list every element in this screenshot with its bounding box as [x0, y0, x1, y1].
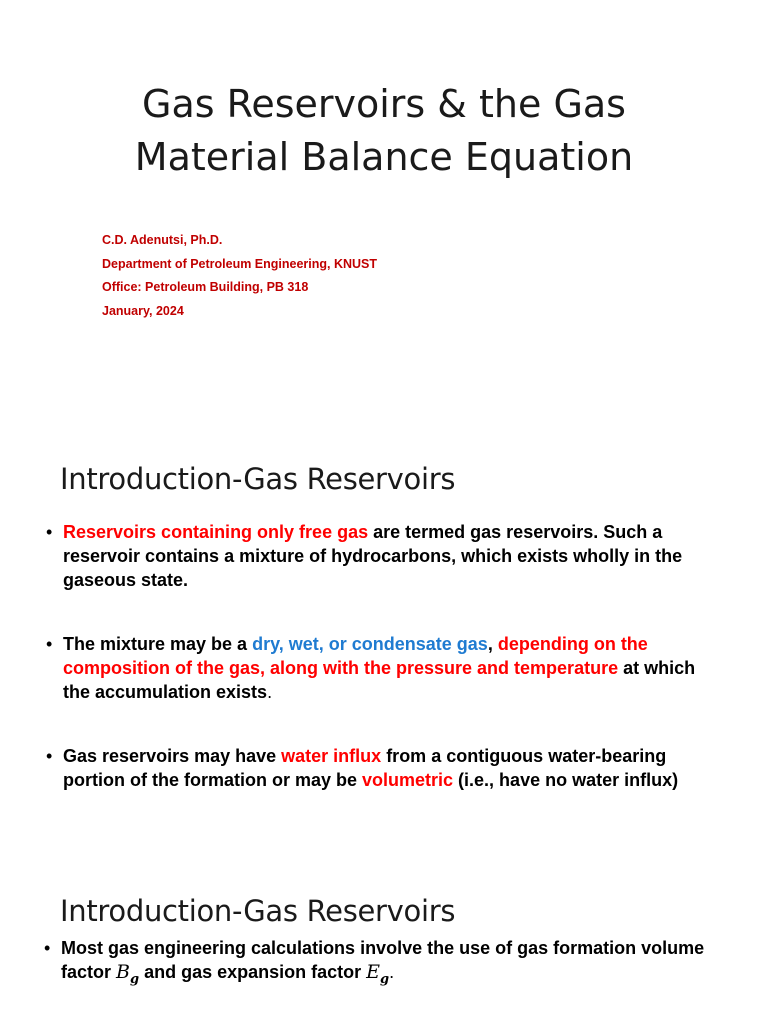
intro-slide-1	[0, 432, 768, 852]
date: January, 2024	[102, 303, 184, 318]
author-info	[102, 229, 377, 323]
highlight-text: Reservoirs containing only free gas	[63, 522, 369, 542]
bullet-text: .	[267, 682, 273, 702]
bullet-text: are termed gas reservoirs. Such a reservoir contains a mixture of hydrocarbons, which exists wholly in the gaseous state.	[63, 522, 683, 590]
bullet-text: (i.e., have no water influx)	[453, 770, 679, 790]
bullet-item	[44, 936, 724, 992]
bullet-text: at which the accumulation exists	[63, 658, 696, 702]
intro-slide-2	[0, 864, 768, 1024]
title-slide	[0, 0, 768, 420]
slide-title	[0, 78, 768, 184]
bullet-text: Gas reservoirs may have	[63, 746, 282, 766]
formula-bg: $B_g$	[116, 961, 140, 987]
slide-separator	[0, 852, 768, 864]
office: Office: Petroleum Building, PB 318	[102, 280, 309, 294]
highlight-text: depending on the composition of the gas, along with the pressure and temperature	[63, 634, 648, 678]
bullet-text: from a contiguous water-bearing portion of the formation or may be	[63, 746, 667, 790]
highlight-text: water influx	[281, 746, 382, 766]
bullet-text: The mixture may be a	[63, 634, 253, 654]
highlight-text: volumetric	[362, 770, 454, 790]
highlight-text: dry, wet, or condensate gas	[252, 634, 488, 654]
author-name: C.D. Adenutsi, Ph.D.	[102, 233, 223, 247]
department: Department of Petroleum Engineering, KNUST	[102, 256, 378, 271]
bullet-dot-icon: •	[46, 634, 53, 654]
bullet-text: Most gas engineering calculations involve the use of gas formation volume factor	[61, 938, 705, 982]
slide-separator	[0, 420, 768, 432]
bullet-text: .	[389, 962, 395, 982]
title-line-2: Material Balance Equation	[134, 135, 634, 179]
bullet-item	[46, 520, 726, 592]
bullet-text: and gas expansion factor	[139, 962, 367, 982]
bullet-item	[46, 632, 726, 704]
slide-heading: Introduction-Gas Reservoirs	[60, 462, 456, 496]
bullet-dot-icon: •	[46, 522, 53, 542]
bullet-item	[46, 744, 726, 792]
slide-heading: Introduction-Gas Reservoirs	[60, 894, 456, 928]
formula-eg: $E_g$	[366, 961, 390, 987]
title-line-1: Gas Reservoirs & the Gas	[142, 82, 626, 126]
bullet-text: ,	[487, 634, 498, 654]
bullet-dot-icon: •	[44, 938, 51, 958]
bullet-dot-icon: •	[46, 746, 53, 766]
